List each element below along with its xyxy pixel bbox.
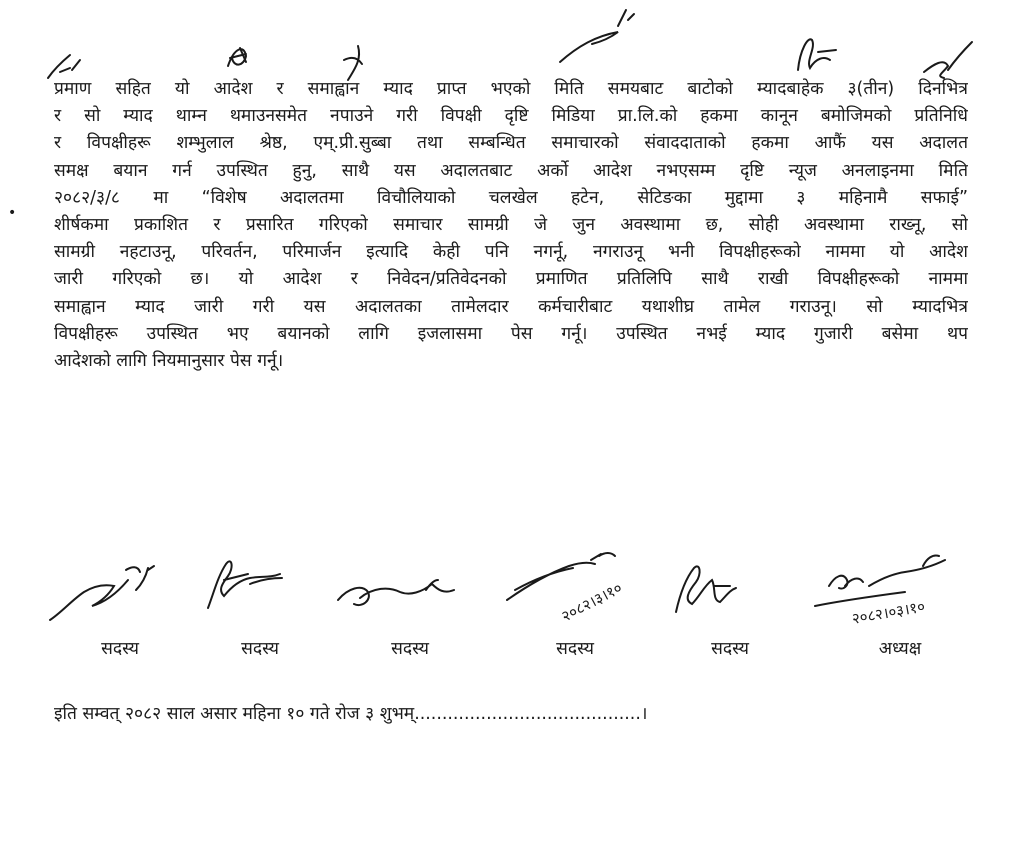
text-line: शीर्षकमा प्रकाशित र प्रसारित गरिएको समाचार सामग्री जे जुन अवस्थामा छ, सोही अवस्थामा राख्नू, सो xyxy=(54,214,968,235)
handwritten-signature xyxy=(40,530,200,640)
closing-line: इति सम्वत् २०८२ साल असार महिना १० गते रोज ३ शुभम्.........................................। xyxy=(54,704,648,724)
signature-role: सदस्य xyxy=(711,639,749,659)
text-line: र सो म्याद थाम्न थमाउनसमेत नपाउने गरी विपक्षी दृष्टि मिडिया प्रा.लि.को हकमा कानून बमोजिमको प्रतिनिधि xyxy=(54,106,968,127)
signature-date: २०८२।३।१० xyxy=(558,578,626,626)
signature-date: २०८२।०३।१० xyxy=(850,597,927,628)
initial-mark-4 xyxy=(560,10,634,62)
signature-block xyxy=(805,530,995,670)
order-body-text xyxy=(54,76,968,375)
text-line: आदेशको लागि नियमानुसार पेस गर्नू। xyxy=(54,350,284,371)
text-line: २०८२/३/८ मा “विशेष अदालतमा विचौलियाको चलखेल हटेन, सेटिङका मुद्दामा ३ महिनामै सफाई” xyxy=(54,187,968,208)
text-line: प्रमाण सहित यो आदेश र समाह्वान म्याद प्राप्त भएको मिति समयबाट बाटोको म्यादबाहेक ३(तीन) दिनभित्र xyxy=(54,79,968,99)
signature-role: सदस्य xyxy=(101,639,139,659)
text-line: विपक्षीहरू उपस्थित भए बयानको लागि इजलासमा पेस गर्नू। उपस्थित नभई म्याद गुजारी बसेमा थप xyxy=(54,323,968,344)
handwritten-signature xyxy=(180,530,340,640)
initial-mark-2 xyxy=(228,48,246,66)
text-line: र विपक्षीहरू शम्भुलाल श्रेष्ठ, एम्.प्री.सुब्बा तथा सम्बन्धित समाचारको संवाददाताको हकमा आफैं यस अदालत xyxy=(54,133,968,154)
initial-mark-1 xyxy=(48,55,80,78)
signature-role: सदस्य xyxy=(556,639,594,659)
signature-block xyxy=(40,530,200,670)
signature-block xyxy=(650,530,810,670)
text-line: जारी गरिएको छ। यो आदेश र निवेदन/प्रतिवेदनको प्रमाणित प्रतिलिपि साथै राखी विपक्षीहरूको नाममा xyxy=(54,269,968,290)
signature-role: सदस्य xyxy=(241,639,279,659)
handwritten-signature xyxy=(650,530,810,640)
signature-block xyxy=(180,530,340,670)
text-line: समाह्वान म्याद जारी गरी यस अदालतका तामेलदार कर्मचारीबाट यथाशीघ्र तामेल गराउनू। सो म्यादभित्र xyxy=(54,296,968,317)
signature-role: अध्यक्ष xyxy=(878,639,922,659)
initial-mark-6 xyxy=(924,42,972,78)
handwritten-signature xyxy=(495,530,655,640)
initial-mark-5 xyxy=(798,39,836,70)
signature-block xyxy=(330,530,490,670)
handwritten-signature xyxy=(805,530,995,640)
margin-dot: • xyxy=(8,205,17,221)
text-line: सामग्री नहटाउनू, परिवर्तन, परिमार्जन इत्यादि केही पनि नगर्नू, नगराउनू भनी विपक्षीहरूको नाममा यो आदेश xyxy=(54,242,968,263)
signature-block xyxy=(495,530,655,670)
signature-role: सदस्य xyxy=(391,639,429,659)
signature-row xyxy=(40,530,1000,670)
handwritten-signature xyxy=(330,530,490,640)
text-line: समक्ष बयान गर्न उपस्थित हुनु, साथै यस अदालतबाट अर्को आदेश नभएसम्म दृष्टि न्यूज अनलाइनमा मिति xyxy=(54,160,968,181)
initial-mark-3 xyxy=(344,46,362,80)
